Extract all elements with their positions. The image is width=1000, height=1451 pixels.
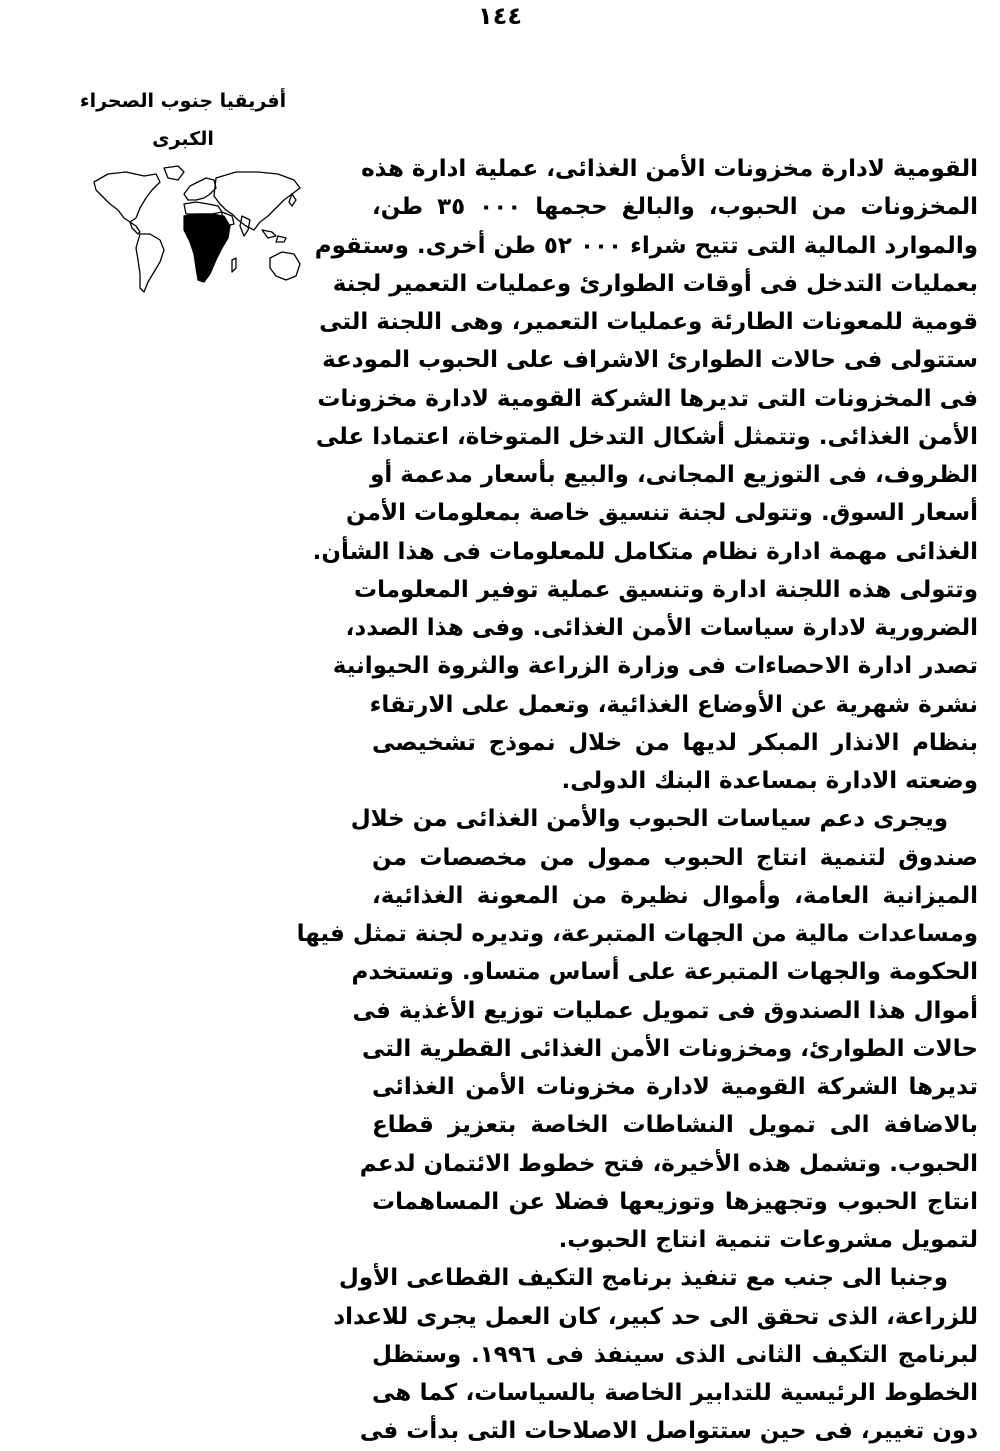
text-line: أسعار السوق. وتتولى لجنة تنسيق خاصة بمعلومات الأمن bbox=[346, 500, 978, 527]
text-line: القومية لادارة مخزونات الأمن الغذائى، عملية ادارة هذه bbox=[361, 156, 978, 182]
text-line: وجنبا الى جنب مع تنفيذ برنامج التكيف القطاعى الأول bbox=[338, 1265, 948, 1292]
text-line: ستتولى فى حالات الطوارئ الاشراف على الحبوب المودعة bbox=[322, 347, 978, 374]
text-line: والموارد المالية التى تتيح شراء ٠٠٠ ٥٢ طن أخرى. وستقوم bbox=[314, 232, 978, 259]
world-map-africa-highlighted-icon bbox=[86, 164, 306, 304]
text-line: حالات الطوارئ، ومخزونات الأمن الغذائى القطرية التى bbox=[362, 1035, 978, 1062]
text-line: وتتولى هذه اللجنة ادارة وتنسيق عملية توفير المعلومات bbox=[354, 576, 978, 603]
text-line: نشرة شهرية عن الأوضاع الغذائية، وتعمل على الارتقاء bbox=[369, 691, 978, 718]
text-line: دون تغيير، فى حين ستتواصل الاصلاحات التى بدأت فى bbox=[359, 1418, 978, 1445]
text-line: الأمن الغذائى. وتتمثل أشكال التدخل المتوخاة، اعتمادا على bbox=[315, 423, 978, 450]
text-line: للزراعة، الذى تحقق الى حد كبير، كان العمل يجرى للاعداد bbox=[333, 1303, 978, 1330]
text-line: أموال هذا الصندوق فى تمويل عمليات توزيع الأغذية فى bbox=[352, 997, 978, 1024]
text-line: ومساعدات مالية من الجهات المتبرعة، وتديره لجنة تمثل فيها bbox=[296, 921, 978, 947]
text-line: لتمويل مشروعات تنمية انتاج الحبوب. bbox=[558, 1227, 978, 1253]
sidebar-caption bbox=[66, 82, 306, 304]
text-line: انتاج الحبوب وتجهيزها وتوزيعها فضلا عن المساهمات bbox=[372, 1188, 978, 1215]
text-line: فى المخزونات التى تديرها الشركة القومية لادارة مخزونات bbox=[317, 385, 978, 412]
text-line: تصدر ادارة الاحصاءات فى وزارة الزراعة والثروة الحيوانية bbox=[332, 653, 978, 680]
text-line: الغذائى مهمة ادارة نظام متكامل للمعلومات فى هذا الشأن. bbox=[312, 538, 978, 565]
text-line: المخزونات من الحبوب، والبالغ حجمها ٠٠٠ ٣٥ طن، bbox=[372, 194, 978, 221]
page-number: ١٤٤ bbox=[478, 2, 522, 30]
sub-saharan-africa-region bbox=[184, 214, 230, 282]
text-line: بالاضافة الى تمويل النشاطات الخاصة بتعزيز قطاع bbox=[372, 1112, 978, 1139]
text-line: صندوق لتنمية انتاج الحبوب ممول من مخصصات من bbox=[372, 844, 978, 871]
text-line: وضعته الادارة بمساعدة البنك الدولى. bbox=[561, 768, 978, 794]
text-line: الظروف، فى التوزيع المجانى، والبيع بأسعار مدعمة أو bbox=[370, 462, 978, 488]
text-line: الضرورية لادارة سياسات الأمن الغذائى. وفى هذا الصدد، bbox=[345, 615, 978, 641]
region-title-line1: أفريقيا جنوب الصحراء bbox=[79, 90, 287, 112]
text-line: بعمليات التدخل فى أوقات الطوارئ وعمليات التعمير لجنة bbox=[332, 270, 978, 297]
body-text bbox=[296, 150, 978, 1451]
text-line: تديرها الشركة القومية لادارة مخزونات الأمن الغذائى bbox=[372, 1074, 978, 1100]
region-title-line2: الكبرى bbox=[152, 128, 214, 150]
text-line: لبرنامج التكيف الثانى الذى سينفذ فى ١٩٩٦. وستظل bbox=[372, 1341, 978, 1368]
text-line: الحكومة والجهات المتبرعة على أساس متساو. وتستخدم bbox=[351, 959, 978, 986]
text-line: الحبوب. وتشمل هذه الأخيرة، فتح خطوط الائتمان لدعم bbox=[359, 1150, 978, 1177]
text-line: ويجرى دعم سياسات الحبوب والأمن الغذائى من خلال bbox=[350, 806, 948, 833]
text-line: الميزانية العامة، وأموال نظيرة من المعونة الغذائية، bbox=[372, 882, 978, 909]
text-line: بنظام الانذار المبكر لديها من خلال نموذج تشخيصى bbox=[372, 729, 978, 756]
text-line: قومية للمعونات الطارئة وعمليات التعمير، وهى اللجنة التى bbox=[319, 309, 978, 335]
text-line: الخطوط الرئيسية للتدابير الخاصة بالسياسات، كما هى bbox=[372, 1380, 978, 1406]
